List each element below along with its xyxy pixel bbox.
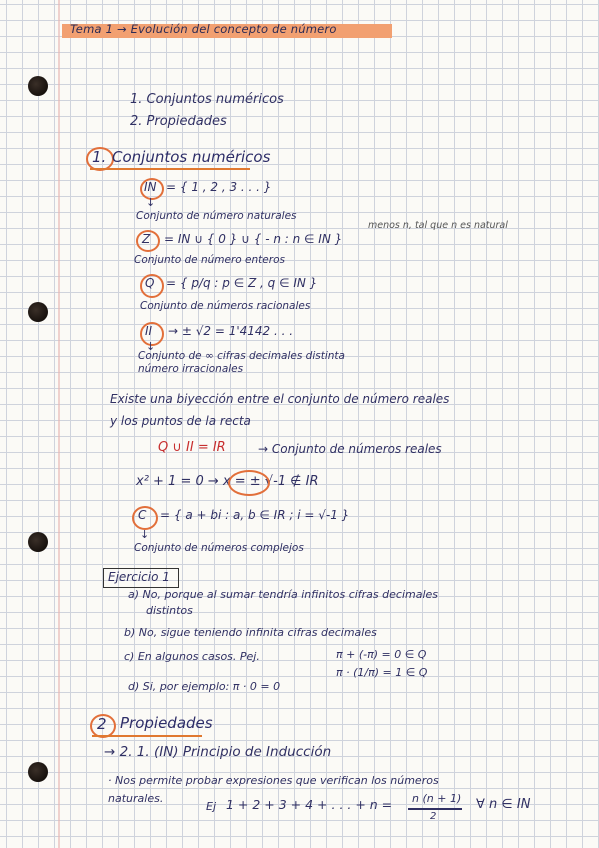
exercise-answer: distintos — [146, 604, 193, 617]
reals-label: → Conjunto de números reales — [258, 442, 442, 456]
formula-quantifier: ∀ n ∈ IN — [476, 797, 531, 812]
naturals-set: = { 1 , 2 , 3 . . . } — [166, 180, 272, 194]
section-number: 1. — [92, 148, 107, 166]
naturals-symbol: IN — [144, 180, 157, 194]
rationals-symbol: Q — [145, 276, 155, 290]
section-underline — [92, 735, 202, 737]
rationals-label: Conjunto de números racionales — [140, 300, 311, 312]
exercise-example: π · (1/π) = 1 ∈ Q — [336, 666, 428, 679]
irrationals-symbol: II — [145, 324, 153, 338]
induction-text: naturales. — [108, 792, 164, 805]
integers-symbol: Z — [142, 232, 151, 246]
induction-formula: 1 + 2 + 3 + 4 + . . . + n = — [226, 797, 393, 812]
exercise-answer: b) No, sigue teniendo infinita cifras decimales — [124, 626, 377, 639]
down-arrow-icon: ↓ — [140, 528, 150, 541]
complex-symbol: C — [138, 508, 147, 522]
binder-hole — [28, 762, 48, 782]
rationals-set: = { p/q : p ∈ Z , q ∈ IN } — [166, 276, 318, 290]
formula-numerator: n (n + 1) — [412, 792, 462, 805]
bijection-text: Existe una biyección entre el conjunto de número reales — [110, 392, 450, 406]
induction-text: · Nos permite probar expresiones que verifican los números — [108, 774, 439, 787]
page-title: Tema 1 → Evolución del concepto de número — [70, 22, 337, 36]
index-item: 1. Conjuntos numéricos — [130, 92, 284, 107]
exercise-title: Ejercicio 1 — [108, 570, 170, 584]
section-underline — [90, 168, 250, 170]
integers-note: menos n, tal que n es natural — [368, 220, 508, 231]
naturals-label: Conjunto de número naturales — [136, 210, 297, 222]
example-label: Ej — [206, 800, 217, 813]
irrationals-set: → ± √2 = 1'4142 . . . — [168, 324, 294, 338]
index-item: 2. Propiedades — [130, 114, 227, 129]
complex-label: Conjunto de números complejos — [134, 542, 304, 554]
binder-hole — [28, 302, 48, 322]
down-arrow-icon: ↓ — [146, 196, 156, 209]
fraction-bar — [408, 808, 462, 810]
imaginary-equation: x² + 1 = 0 → x = ± √-1 ∉ IR — [136, 474, 319, 489]
down-arrow-icon: ↓ — [146, 340, 156, 353]
section-number: 2 — [97, 715, 107, 733]
binder-hole — [28, 532, 48, 552]
exercise-example: π + (-π) = 0 ∈ Q — [336, 648, 427, 661]
section-title: Conjuntos numéricos — [112, 148, 271, 166]
binder-hole — [28, 76, 48, 96]
section-title: Propiedades — [120, 714, 213, 732]
complex-set: = { a + bi : a, b ∈ IR ; i = √-1 } — [160, 508, 350, 522]
integers-set: = IN ∪ { 0 } ∪ { - n : n ∈ IN } — [164, 232, 343, 246]
formula-denominator: 2 — [430, 811, 437, 822]
exercise-answer: c) En algunos casos. Pej. — [124, 650, 260, 663]
irrationals-label: Conjunto de ∞ cifras decimales distinta — [138, 350, 345, 362]
subsection-title: → 2. 1. (IN) Principio de Inducción — [104, 744, 332, 760]
integers-label: Conjunto de número enteros — [134, 254, 285, 266]
margin-line — [58, 0, 60, 848]
exercise-answer: d) Si, por ejemplo: π · 0 = 0 — [128, 680, 281, 693]
reals-equation: Q ∪ II = IR — [158, 440, 226, 455]
exercise-answer: a) No, porque al sumar tendría infinitos cifras decimales — [128, 588, 439, 601]
bijection-text: y los puntos de la recta — [110, 414, 251, 428]
irrationals-label: número irracionales — [138, 363, 244, 375]
sqrt-circle — [228, 470, 270, 496]
